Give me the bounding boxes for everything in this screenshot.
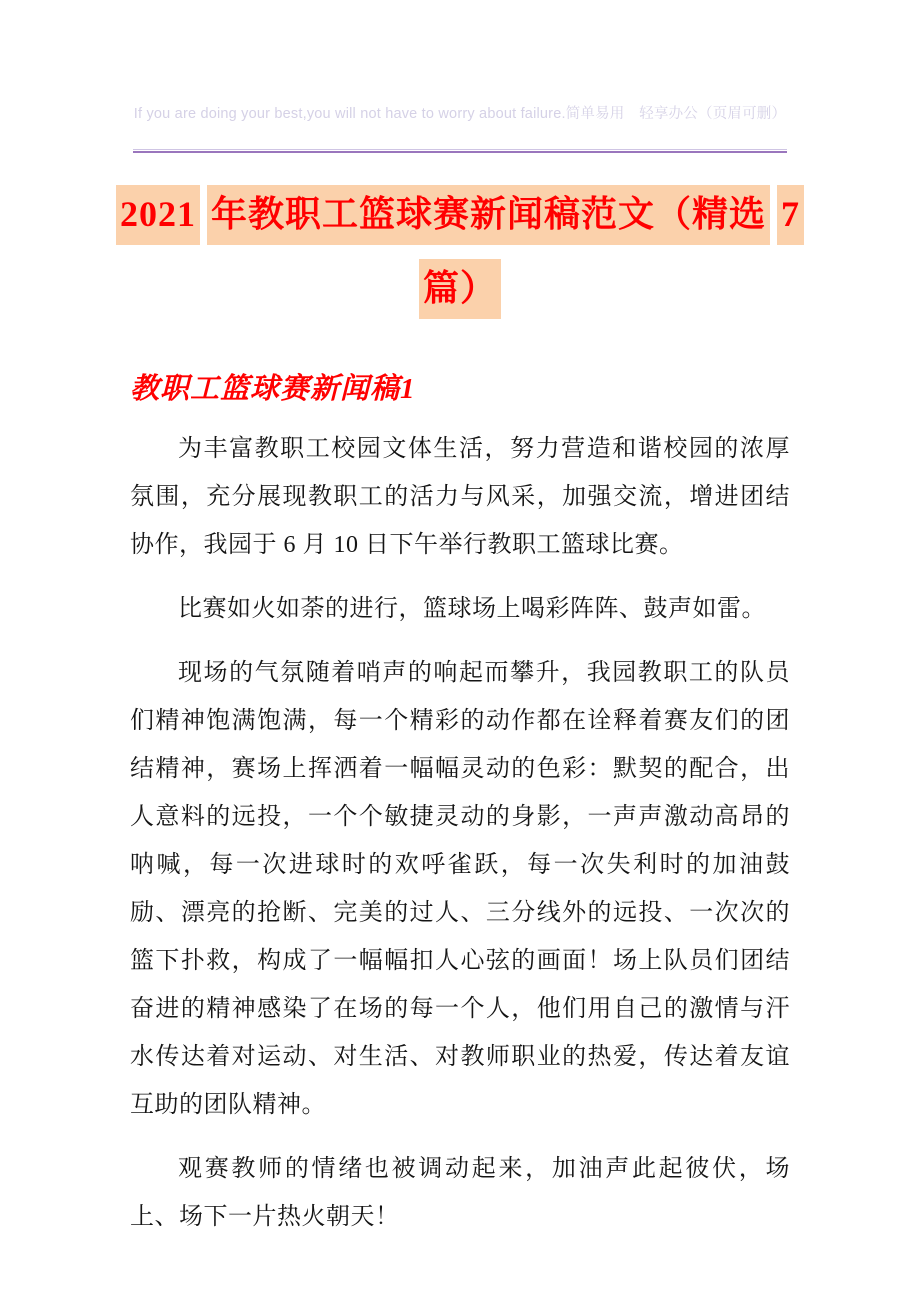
document-title [110, 177, 810, 325]
header-divider-line [133, 149, 787, 153]
body-paragraph-2: 比赛如火如荼的进行，篮球场上喝彩阵阵、鼓声如雷。 [178, 596, 766, 622]
title-part-year: 2021 [116, 185, 200, 245]
section-heading: 教职工篮球赛新闻稿1 [130, 373, 416, 405]
body-paragraph-4: 观赛教师的情绪也被调动起来，加油声此起彼伏，场上、场下一片热火朝天！ [130, 1156, 790, 1230]
body-paragraph-3: 现场的气氛随着哨声的响起而攀升，我园教职工的队员们精神饱满饱满，每一个精彩的动作都在诠释着赛友们的团结精神，赛场上挥洒着一幅幅灵动的色彩：默契的配合，出人意料的远投，一个个敏捷灵动的身影，一声声激动高昂的呐喊，每一次进球时的欢呼雀跃，每一次失利时的加油鼓励、漂亮的抢断、完美的过人、三分线外的远投、一次次的篮下扑救，构成了一幅幅扣人心弦的画面！场上队员们团结奋进的精神感染了在场的每一个人，他们用自己的激情与汗水传达着对运动、对生活、对教师职业的热爱，传达着友谊互助的团队精神。 [130, 660, 790, 1118]
body-paragraph-1: 为丰富教职工校园文体生活，努力营造和谐校园的浓厚氛围，充分展现教职工的活力与风采，加强交流，增进团结协作，我园于 6 月 10 日下午举行教职工篮球比赛。 [130, 436, 790, 558]
page-header [0, 106, 920, 123]
page-header-text: If you are doing your best,you will not have to worry about failure.简单易用 轻享办公（页眉可删） [133, 106, 787, 122]
title-part-tail: 篇） [419, 259, 501, 319]
title-part-main: 年教职工篮球赛新闻稿范文（精选 [207, 185, 770, 245]
title-part-count: 7 [777, 185, 804, 245]
